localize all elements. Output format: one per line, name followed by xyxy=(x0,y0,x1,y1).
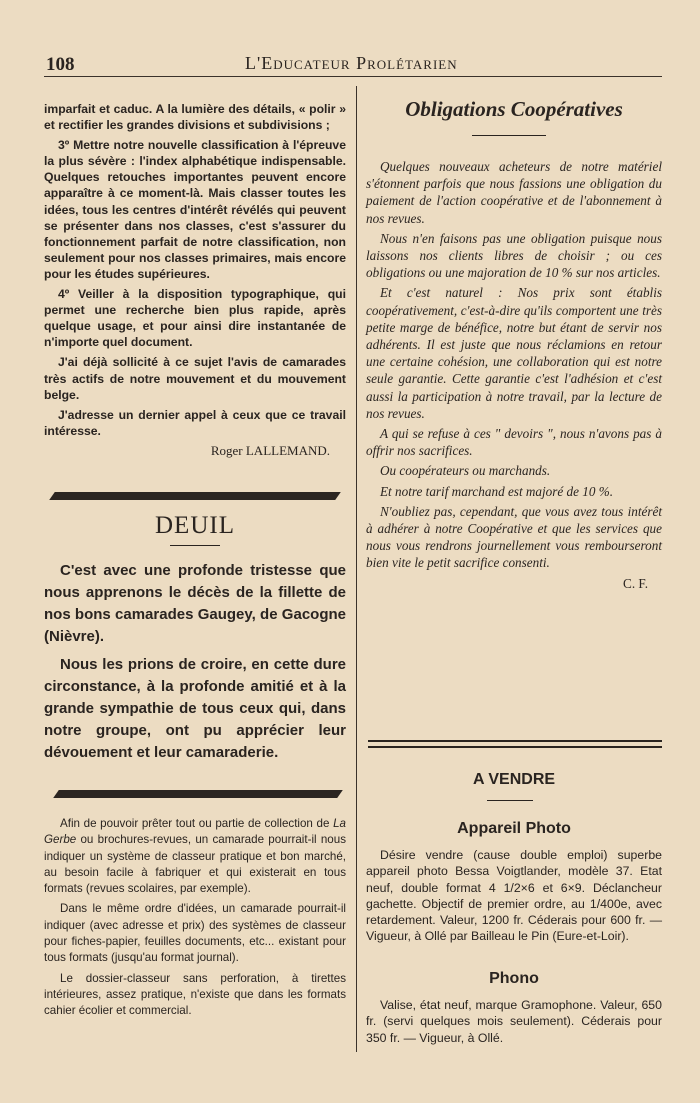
obligations-title: Obligations Coopératives xyxy=(405,97,623,121)
photo-ad xyxy=(366,847,662,945)
article-paragraph: J'adresse un dernier appel à ceux que ce travail intéresse. xyxy=(44,407,346,438)
notes-paragraph: Le dossier-classeur sans perforation, à tirettes intérieures, assez pratique, n'existe que dans les formats cahier écolier et commercial. xyxy=(44,971,346,1018)
obligations-paragraph: Nous n'en faisons pas une obligation puisque nous laissons nos clients libres de choisir ; ou ces obligations ou une majoration de 10 % sur nos articles. xyxy=(366,230,662,281)
deuil-paragraph: Nous les prions de croire, en cette dure circonstance, à la profonde amitié et à la grande sympathie de tous ceux qui, dans notre groupe, ont pu apprécier leur dévouement et leur camaraderie. xyxy=(44,656,346,761)
obligations-paragraph: Et c'est naturel : Nos prix sont établis coopérativement, c'est-à-dire qu'ils comportent une très petite marge de bénéfice, notre but étant de servir nos adhérents. Il est juste que nous réclamions en retour une certaine cohésion, une collaboration qui est notre seule garantie. Cette garantie c'est l'adhésion et c'est aussi la participation à notre travail, par la lecture de nos revues. xyxy=(366,285,662,421)
deuil-notice xyxy=(44,560,346,770)
obligations-signature: C. F. xyxy=(623,575,648,591)
vendre-title: A VENDRE xyxy=(472,771,556,788)
obligations-paragraph: Ou coopérateurs ou marchands. xyxy=(380,463,551,479)
article-paragraph: 4º Veiller à la disposition typographique, qui permet une recherche bien plus rapide, après quelque usage, et pour ainsi dire instantanée de n'importe quel document. xyxy=(44,287,346,350)
classification-article xyxy=(44,101,346,459)
journal-title: L'Educateur Prolétarien xyxy=(245,53,458,73)
deuil-title: DEUIL xyxy=(155,512,235,539)
classeur-notes xyxy=(44,816,346,1024)
section-separator-band xyxy=(49,492,341,500)
article-paragraph: 3º Mettre notre nouvelle classification à l'épreuve la plus sévère : l'index alphabétique indispensable. Quelques retouches importantes peuvent encore apparaître à ce moment-là. Mais classer toutes les idées, tous les centres d'intérêt révélés qui peuvent se présenter dans nos classes, c'est s'assurer du fonctionnement parfait de notre classification, non seulement pour nos classes primaires, mais encore pour les études supérieures. xyxy=(44,138,346,281)
double-rule-bottom xyxy=(368,746,662,748)
page-number: 108 xyxy=(46,54,75,75)
phono-ad-text: Valise, état neuf, marque Gramophone. Valeur, 650 fr. (servi quelques mois seulement). Céderais pour 350 fr. — Vigueur, à Ollé. xyxy=(366,998,662,1045)
notes-paragraph: Afin de pouvoir prêter tout ou partie de collection de La Gerbe ou brochures-revues, un camarade pourrait-il nous indiquer un système de classeur pratique et bon marché, au besoin facile à fabriquer et qui existerait en tous formats (revues scolaires, par exemple). xyxy=(44,817,346,896)
phono-ad-title: Phono xyxy=(489,970,539,987)
header-rule xyxy=(44,76,662,77)
obligations-title-rule xyxy=(472,135,546,136)
column-divider xyxy=(356,86,357,1052)
photo-ad-title: Appareil Photo xyxy=(457,820,571,837)
section-separator-band xyxy=(53,790,343,798)
obligations-paragraph: A qui se refuse à ces " devoirs ", nous n'avons pas à offrir nos sacrifices. xyxy=(366,426,662,459)
phono-ad xyxy=(366,997,662,1046)
deuil-title-rule xyxy=(170,545,220,546)
article-paragraph: imparfait et caduc. A la lumière des détails, « polir » et rectifier les grandes divisions et subdivisions ; xyxy=(44,102,346,133)
photo-ad-text: Désire vendre (cause double emploi) superbe appareil photo Bessa Voigtlander, modèle 37. Etat neuf, double format 4 1/2×6 et 6×9. Déclancheur gachette. Objectif de premier ordre, au 1/400e, avec retardement. Valeur, 1200 fr. Céderais pour 600 fr. — Vigueur, à Ollé par Bailleau le Pin (Eure-et-Loir). xyxy=(366,848,662,944)
vendre-title-rule xyxy=(487,800,533,801)
article-paragraph: J'ai déjà sollicité à ce sujet l'avis de camarades très actifs de notre mouvement et du mouvement belge. xyxy=(44,355,346,402)
obligations-paragraph: Et notre tarif marchand est majoré de 10 %. xyxy=(380,483,614,499)
deuil-paragraph: C'est avec une profonde tristesse que nous apprenons le décès de la fillette de nos bons camarades Gaugey, de Gacogne (Nièvre). xyxy=(44,562,346,645)
notes-paragraph: Dans le même ordre d'idées, un camarade pourrait-il indiquer (avec adresse et prix) des systèmes de classeur pour fiches-papier, feuilles documents, etc... existant pour tous formats (jusqu'au format journal). xyxy=(44,902,346,965)
la-gerbe-title: La Gerbe xyxy=(44,817,346,847)
obligations-paragraph: Quelques nouveaux acheteurs de notre matériel s'étonnent parfois que nous fassions une obligation du paiement de l'action coopérative et de l'abonnement à nos revues. xyxy=(366,159,662,226)
obligations-paragraph: N'oubliez pas, cependant, que vous avez tous intérêt à adhérer à notre Coopérative et que les services que nous vous rendrons journellement vous rembourseront bien vite le petit sacrifice consenti. xyxy=(366,503,662,571)
article-signature: Roger LALLEMAND. xyxy=(210,442,330,458)
obligations-article xyxy=(366,158,662,592)
double-rule-top xyxy=(368,740,662,742)
